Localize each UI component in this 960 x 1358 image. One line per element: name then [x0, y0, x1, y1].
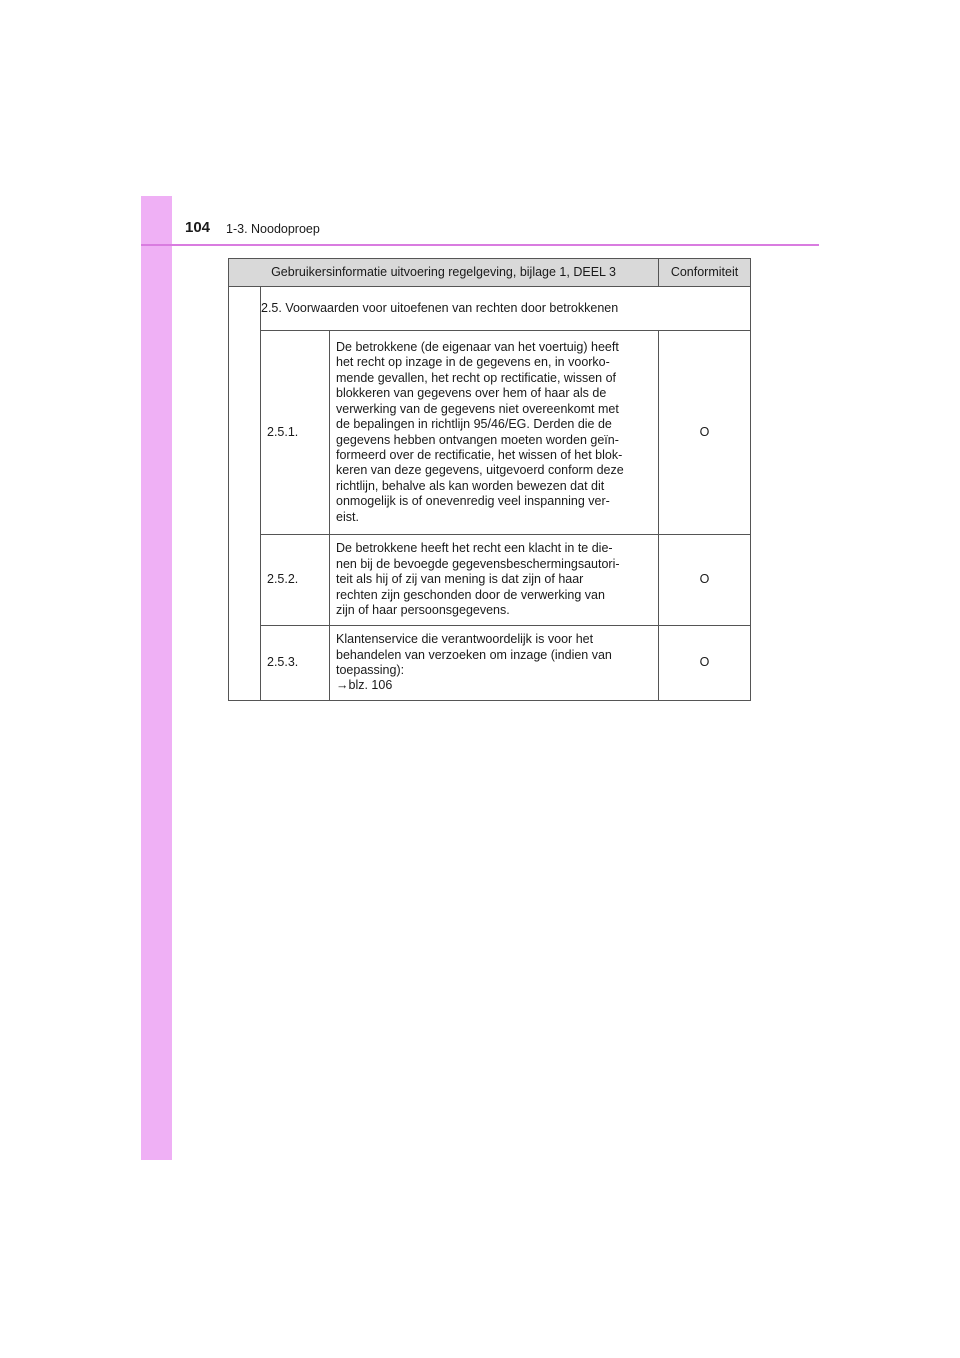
- header-conformity: Conformiteit: [659, 259, 751, 287]
- description-line: nen bij de bevoegde gegevensbeschermingsautori-: [336, 556, 620, 571]
- section-heading-row: [229, 287, 751, 331]
- description-line: toepassing):: [336, 663, 405, 677]
- row-description: [330, 535, 659, 626]
- description-line: keren van deze gegevens, uitgevoerd conform deze: [336, 463, 624, 478]
- description-line: De betrokkene (de eigenaar van het voertuig) heeft: [336, 340, 619, 355]
- row-description: [330, 331, 659, 535]
- description-line: gegevens hebben ontvangen moeten worden geïn-: [336, 432, 619, 447]
- page-reference-link[interactable]: →blz. 106: [336, 678, 393, 693]
- table-row: [229, 535, 751, 626]
- indent-cell: [229, 287, 261, 701]
- description-line: eist.: [336, 509, 359, 524]
- row-conformity: O: [659, 331, 751, 535]
- row-conformity: O: [659, 535, 751, 626]
- regulation-table: [228, 258, 751, 701]
- description-line: zijn of haar persoonsgegevens.: [336, 603, 510, 618]
- row-number: 2.5.2.: [261, 535, 330, 626]
- description-line: formeerd over de rectificatie, het wissen of het blok-: [336, 447, 623, 462]
- table-row: [229, 331, 751, 535]
- description-line: blokkeren van gegevens over hem of haar als de: [336, 386, 607, 401]
- description-line: rechten zijn geschonden door de verwerking van: [336, 587, 605, 602]
- description-line: teit als hij of zij van mening is dat zijn of haar: [336, 572, 584, 587]
- row-number: 2.5.1.: [261, 331, 330, 535]
- description-line: richtlijn, behalve als kan worden bewezen dat dit: [336, 478, 605, 493]
- table-row: [229, 626, 751, 701]
- page-number: 104: [185, 219, 211, 236]
- description-line: verwerking van de gegevens niet overeenkomt met: [336, 401, 619, 416]
- section-title: 1-3. Noodoproep: [226, 222, 320, 236]
- description-line: Klantenservice die verantwoordelijk is voor het: [336, 632, 594, 647]
- row-conformity: O: [659, 626, 751, 701]
- description-line: onmogelijk is of onevenredig veel inspanning ver-: [336, 494, 610, 509]
- description-line: de bepalingen in richtlijn 95/46/EG. Derden die de: [336, 417, 612, 432]
- row-description: [330, 626, 659, 701]
- side-tab-band: [141, 196, 172, 1160]
- description-line: het recht op inzage in de gegevens en, in voorko-: [336, 355, 610, 370]
- section-heading: 2.5. Voorwaarden voor uitoefenen van rechten door betrokkenen: [261, 287, 751, 331]
- header-divider: [141, 244, 819, 246]
- description-line: De betrokkene heeft het recht een klacht in te die-: [336, 541, 613, 556]
- header-user-info: Gebruikersinformatie uitvoering regelgeving, bijlage 1, DEEL 3: [229, 259, 659, 287]
- row-number: 2.5.3.: [261, 626, 330, 701]
- description-line: behandelen van verzoeken om inzage (indien van: [336, 647, 612, 662]
- table-header-row: [229, 259, 751, 287]
- description-line: mende gevallen, het recht op rectificatie, wissen of: [336, 370, 617, 385]
